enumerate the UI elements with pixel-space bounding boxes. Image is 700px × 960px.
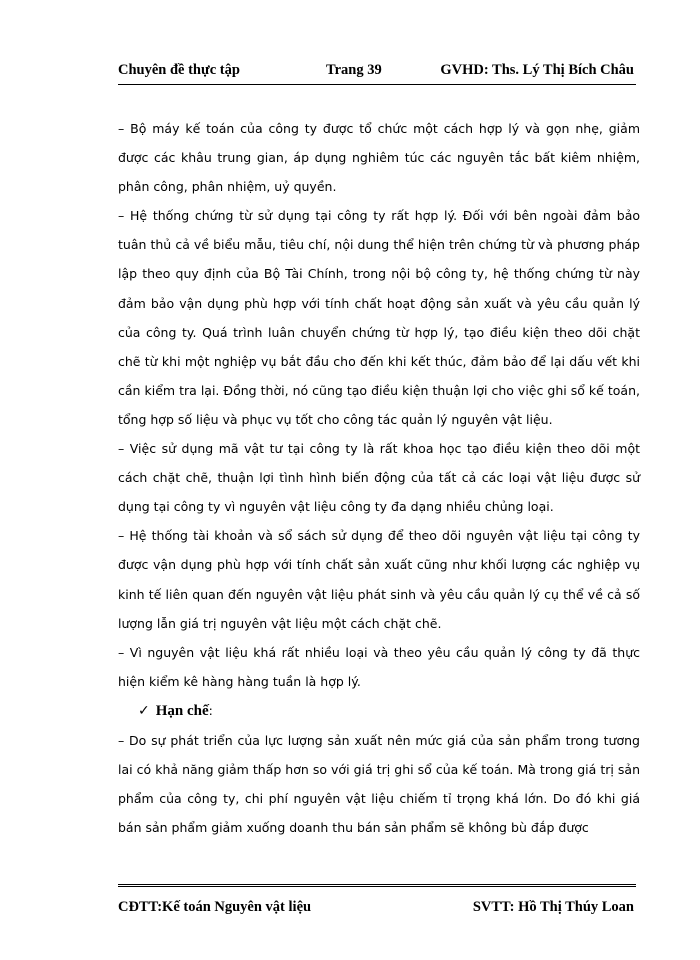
footer-student: SVTT: Hồ Thị Thúy Loan [472, 899, 634, 915]
paragraph-price-decline: – Do sự phát triển của lực lượng sản xuất nên mức giá của sản phẩm trong tương lai có khả năng giảm thấp hơn so với giá trị ghi sổ của kế toán. Mà trong giá trị sản phẩm của công ty, chi phí nguyên vật liệu chiếm tỉ trọng khá lớn. Do đó khi giá bán sản phẩm giảm xuống doanh thu bán sản phẩm sẽ không bù đắp được [118, 732, 640, 836]
page-footer [118, 899, 636, 921]
paragraph-material-codes: – Việc sử dụng mã vật tư tại công ty là rất khoa học tạo điều kiện theo dõi một cách chặt chẽ, thuận lợi tình hình biến động của tất cả các loại vật liệu được sử dụng tại công ty vì nguyên vật liệu công ty đa dạng nhiều chủng loại. [118, 441, 640, 515]
paragraph-inventory-check: – Vì nguyên vật liệu khá rất nhiều loại và theo yêu cầu quản lý công ty đã thực hiện kiểm kê hàng hàng tuần là hợp lý. [118, 644, 640, 689]
footer-divider [118, 884, 636, 887]
paragraph-document-system: – Hệ thống chứng từ sử dụng tại công ty rất hợp lý. Đối với bên ngoài đảm bảo tuân thủ cả về biểu mẫu, tiêu chí, nội dung thể hiện trên chứng từ và phương pháp lập theo quy định của Bộ Tài Chính, trong nội bộ công ty, hệ thống chứng từ này đảm bảo vận dụng phù hợp với tính chất hoạt động sản xuất và yêu cầu quản lý của công ty. Quá trình luân chuyển chứng từ hợp lý, tạo điều kiện theo dõi chặt chẽ từ khi một nghiệp vụ bắt đầu cho đến khi kết thúc, đảm bảo để lại dấu vết khi cần kiểm tra lại. Đồng thời, nó cũng tạo điều kiện thuận lợi cho việc ghi sổ kế toán, tổng hợp số liệu và phục vụ tốt cho công tác quản lý nguyên vật liệu. [118, 208, 640, 427]
checkmark-icon: ✓ [138, 702, 150, 719]
section-heading-limitations [118, 696, 640, 726]
header-advisor: GVHD: Ths. Lý Thị Bích Châu [440, 62, 634, 78]
header-title: Chuyên đề thực tập [118, 62, 240, 78]
document-body [118, 114, 640, 842]
paragraph-accounting-structure: – Bộ máy kế toán của công ty được tổ chức một cách hợp lý và gọn nhẹ, giảm được các khâu trung gian, áp dụng nghiêm túc các nguyên tắc bất kiêm nhiệm, phân công, phân nhiệm, uỷ quyền. [118, 121, 640, 195]
footer-topic: CĐTT:Kế toán Nguyên vật liệu [118, 899, 312, 915]
page-header [118, 62, 636, 85]
heading-text: Hạn chế [155, 702, 209, 719]
paragraph-accounts-books: – Hệ thống tài khoản và sổ sách sử dụng để theo dõi nguyên vật liệu tại công ty được vận dụng phù hợp với tính chất sản xuất cũng như khối lượng các nghiệp vụ kinh tế liên quan đến nguyên vật liệu phát sinh và yêu cầu quản lý cụ thể về cả số lượng lẫn giá trị nguyên vật liệu một cách chặt chẽ. [118, 528, 640, 631]
header-page-number: Trang 39 [326, 62, 382, 78]
heading-colon: : [208, 702, 213, 718]
